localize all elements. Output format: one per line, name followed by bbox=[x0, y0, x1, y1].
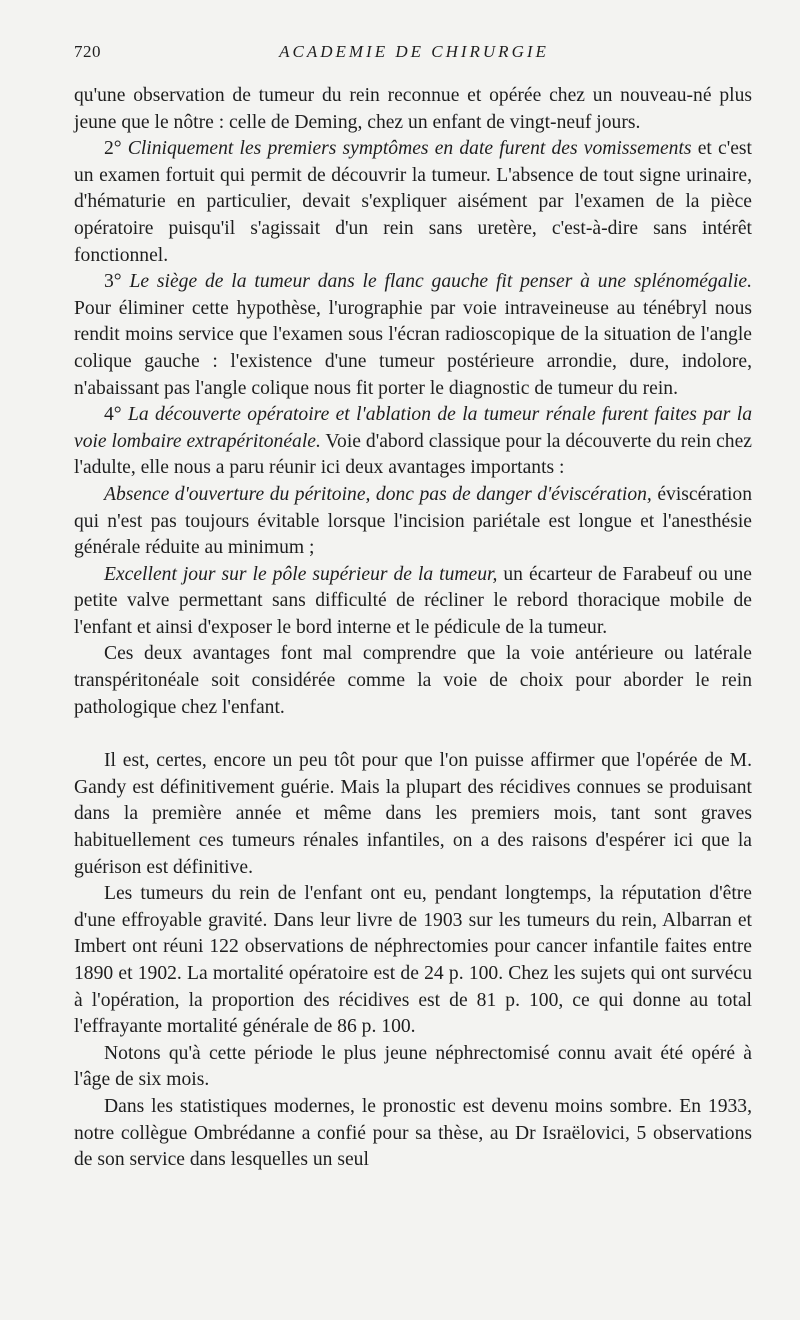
paragraph-point-3: 3° Le siège de la tumeur dans le flanc gauche fit penser à une splénomégalie. Pour éliminer cette hypothèse, l'urographie par voie intraveineuse au ténébryl nous rendit moins service que l'examen sous l'écran radioscopique de la situation de l'angle colique gauche : l'existence d'une tumeur postérieure arrondie, dure, indolore, n'abaissant pas l'angle colique nous fit porter le diagnostic de tumeur du rein. bbox=[74, 271, 752, 399]
paragraph-modern-stats: Dans les statistiques modernes, le pronostic est devenu moins sombre. En 1933, notre collègue Ombrédanne a confié pour sa thèse, au Dr Israëlovici, 5 observations de son service dans lesquelles un seul bbox=[74, 1095, 752, 1171]
paragraph-gandy: Il est, certes, encore un peu tôt pour que l'on puisse affirmer que l'opérée de M. Gandy est définitivement guérie. Mais la plupart des récidives connues se produisant dans la première année et même dans les premiers mois, tant sont graves habituellement ces tumeurs rénales infantiles, on a des raisons d'espérer ici que la guérison est définitive. bbox=[74, 750, 752, 878]
paragraph-advantage-2: Excellent jour sur le pôle supérieur de la tumeur, un écarteur de Farabeuf ou une petite valve permettant sans difficulté de récliner le rebord thoracique mobile de l'enfant et ainsi d'exposer le bord interne et le pédicule de la tumeur. bbox=[74, 563, 752, 638]
paragraph-continuation: qu'une observation de tumeur du rein reconnue et opérée chez un nouveau-né plus jeune que le nôtre : celle de Deming, chez un enfant de vingt-neuf jours. bbox=[74, 85, 752, 133]
page-number: 720 bbox=[74, 42, 101, 61]
running-head: ACADEMIE DE CHIRURGIE bbox=[279, 42, 549, 61]
paragraph-point-2: 2° Cliniquement les premiers symptômes en date furent des vomissements et c'est un examen fortuit qui permit de découvrir la tumeur. L'absence de tout signe urinaire, d'hématurie en particulier, devait s'expliquer aisément par l'examen de la pièce opératoire puisqu'il s'agissait d'un rein sans uretère, c'est-à-dire sans intérêt fonctionnel. bbox=[74, 138, 752, 266]
paragraph-youngest: Notons qu'à cette période le plus jeune néphrectomisé connu avait été opéré à l'âge de six mois. bbox=[74, 1042, 752, 1091]
paragraph-conclusion-voie: Ces deux avantages font mal comprendre que la voie antérieure ou latérale transpéritonéale soit considérée comme la voie de choix pour aborder le rein pathologique chez l'enfant. bbox=[74, 643, 752, 718]
body-text bbox=[74, 83, 752, 1174]
paragraph-point-4: 4° La découverte opératoire et l'ablation de la tumeur rénale furent faites par la voie lombaire extrapéritonéale. Voie d'abord classique pour la découverte du rein chez l'adulte, elle nous a paru réunir ici deux avantages importants : bbox=[74, 404, 752, 479]
paragraph-history: Les tumeurs du rein de l'enfant ont eu, pendant longtemps, la réputation d'être d'une effroyable gravité. Dans leur livre de 1903 sur les tumeurs du rein, Albarran et Imbert ont réuni 122 observations de néphrectomies pour cancer infantile faites entre 1890 et 1902. La mortalité opératoire est de 24 p. 100. Chez les sujets qui ont survécu à l'opération, la proportion des récidives est de 81 p. 100, ce qui donne au total l'effrayante mortalité générale de 86 p. 100. bbox=[74, 883, 752, 1038]
page-header bbox=[74, 42, 754, 66]
paragraph-advantage-1: Absence d'ouverture du péritoine, donc pas de danger d'éviscération, éviscération qui n'est pas toujours évitable lorsque l'incision pariétale est longue et l'anesthésie générale réduite au minimum ; bbox=[74, 483, 752, 559]
